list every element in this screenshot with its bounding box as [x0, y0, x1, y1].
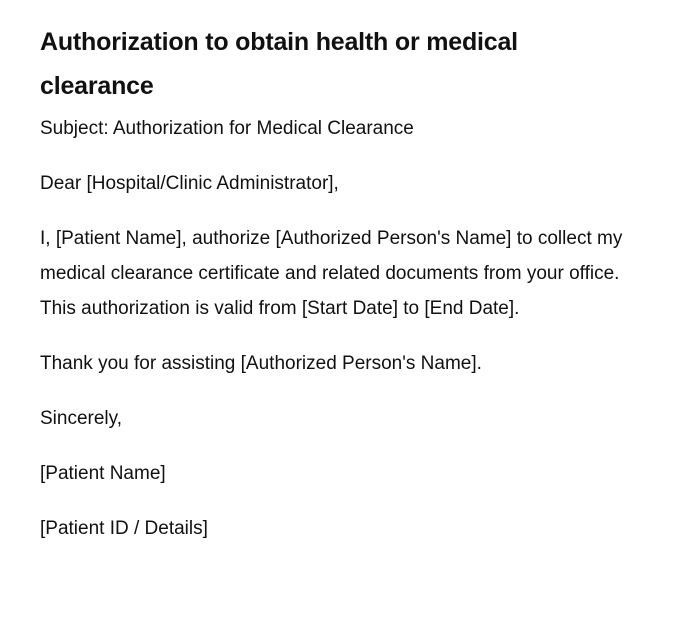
subject-line: Subject: Authorization for Medical Clearance	[40, 118, 414, 139]
body-paragraph: I, [Patient Name], authorize [Authorized Person's Name] to collect my medical clearance certificate and related documents from your office. This authorization is valid from [Start Date] to [End Date].	[40, 228, 623, 319]
closing-line: Sincerely,	[40, 408, 123, 429]
salutation: Dear [Hospital/Clinic Administrator],	[40, 173, 339, 194]
signature-name: [Patient Name]	[40, 463, 166, 484]
document-title: Authorization to obtain health or medical clearance	[40, 28, 518, 100]
signature-details: [Patient ID / Details]	[40, 518, 208, 539]
thanks-line: Thank you for assisting [Authorized Person's Name].	[40, 353, 482, 374]
